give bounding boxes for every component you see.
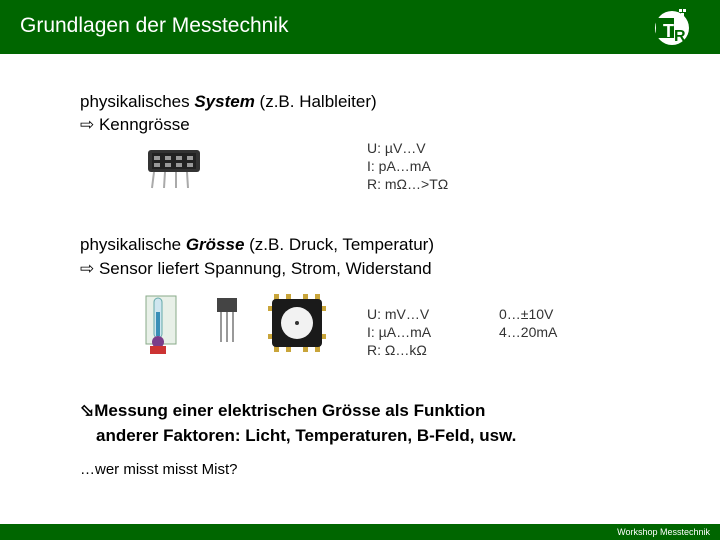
value-resistance: R: Ω…kΩ	[367, 342, 427, 358]
value-voltage-range: 0…±10V	[499, 306, 554, 322]
sensor-line	[80, 259, 432, 279]
kenngroesse-text: Kenngrösse	[94, 115, 190, 134]
header-bar	[0, 0, 720, 54]
thermometer-image	[140, 290, 184, 358]
groesse-line	[80, 235, 434, 255]
arrow-right-icon: ⇨	[80, 259, 95, 278]
arrow-right-icon: ⇨	[80, 115, 95, 134]
system-values	[367, 139, 448, 193]
value-voltage: U: mV…V	[367, 306, 430, 322]
groesse-suffix: (z.B. Druck, Temperatur)	[244, 235, 434, 254]
value-resistance: R: mΩ…>TΩ	[367, 176, 449, 192]
value-current: I: pA…mA	[367, 158, 431, 174]
value-current: I: µA…mA	[367, 324, 432, 340]
arrow-down-right-icon: ⬂	[80, 401, 95, 420]
sensor-values	[367, 305, 431, 359]
standard-signal-values	[499, 305, 557, 341]
ic-socket-image	[140, 140, 210, 192]
conclusion-line2: anderer Faktoren: Licht, Temperaturen, B-Feld, usw.	[96, 426, 517, 445]
system-prefix: physikalisches	[80, 92, 195, 111]
footer-bar	[0, 524, 720, 540]
sensor-text: Sensor liefert Spannung, Strom, Widerstand	[94, 259, 432, 278]
svg-text:T: T	[663, 21, 674, 41]
groesse-emphasis: Grösse	[185, 235, 245, 254]
university-logo-icon	[650, 6, 694, 50]
question-text: …wer misst misst Mist?	[80, 461, 238, 478]
footer-text: Workshop Messtechnik	[617, 527, 710, 537]
value-current-loop: 4…20mA	[499, 324, 558, 340]
conclusion-line1	[80, 401, 485, 421]
kenngroesse-line	[80, 115, 190, 135]
groesse-prefix: physikalische	[80, 235, 186, 254]
temperature-sensor-image	[213, 296, 241, 344]
pressure-sensor-image	[266, 292, 328, 354]
system-line	[80, 92, 377, 112]
conclusion-text1: Messung einer elektrischen Grösse als Funktion	[94, 401, 486, 420]
system-emphasis: System	[194, 92, 255, 111]
slide-title: Grundlagen der Messtechnik	[20, 14, 289, 37]
system-suffix: (z.B. Halbleiter)	[254, 92, 377, 111]
value-voltage: U: µV…V	[367, 140, 426, 156]
svg-text:R: R	[674, 28, 686, 45]
